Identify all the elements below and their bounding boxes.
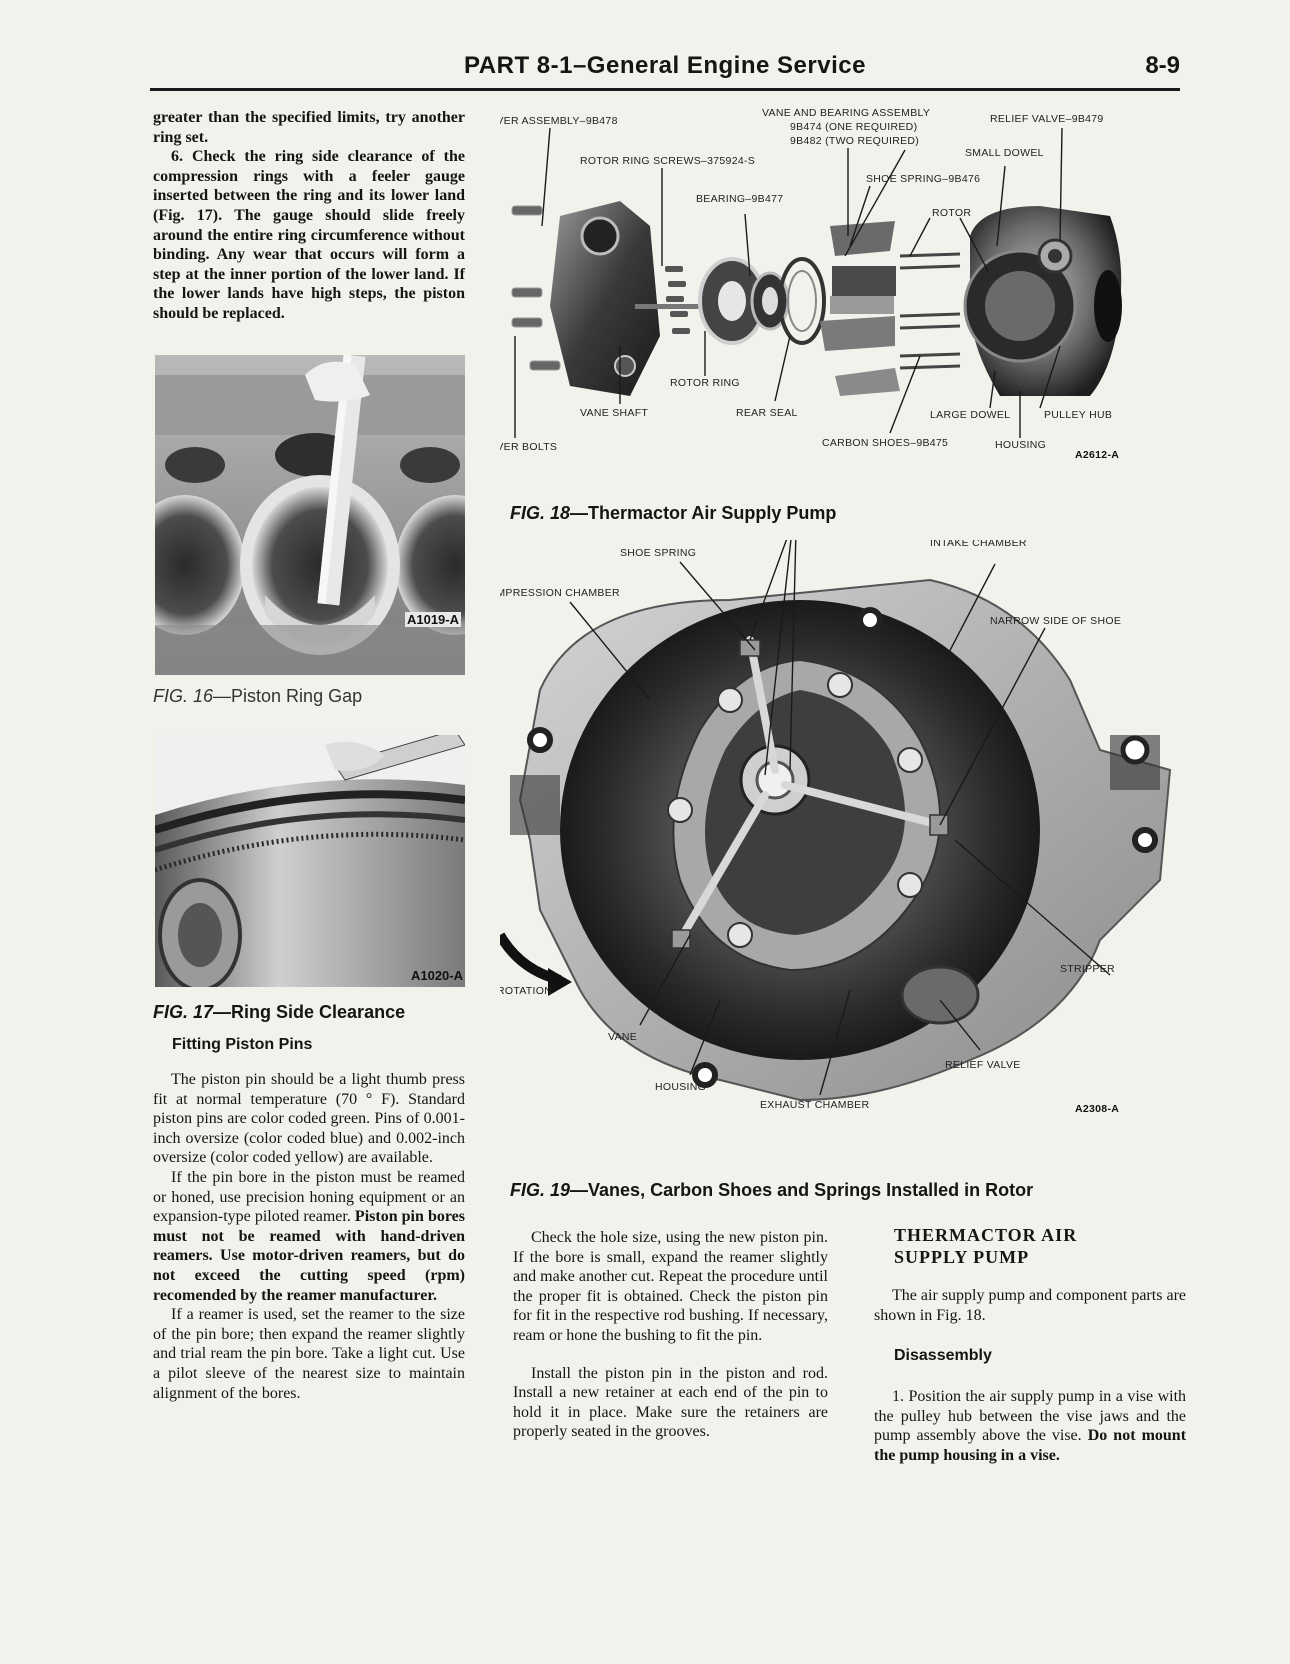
label-shoe-spring: SHOE SPRING <box>620 547 697 559</box>
fig19-caption <box>510 1180 1033 1201</box>
label-narrow-side: NARROW SIDE OF SHOE <box>990 615 1122 627</box>
step-number: 6. <box>171 148 183 166</box>
right-column <box>874 1224 1186 1466</box>
fig16-photo <box>155 355 465 675</box>
fig18-caption <box>510 503 836 524</box>
fig17-photo <box>155 735 465 987</box>
rotor-cross-section <box>500 540 1190 1165</box>
air-supply-pump-exploded-view <box>500 106 1190 494</box>
fig-title: —Vanes, Carbon Shoes and Springs Installed in Rotor <box>570 1180 1034 1200</box>
label-rear-seal: REAR SEAL <box>736 407 798 419</box>
fig17-caption <box>153 1002 405 1023</box>
step-number: 1. <box>892 1388 904 1406</box>
label-rotor: ROTOR <box>932 207 972 219</box>
page-title: PART 8-1–General Engine Service <box>464 52 866 79</box>
fig18-diagram <box>500 106 1190 494</box>
right-column-text <box>874 1286 1186 1325</box>
fig-number: FIG. 17 <box>153 1002 214 1022</box>
label-stripper: STRIPPER <box>1060 963 1115 975</box>
subhead-disassembly: Disassembly <box>894 1347 992 1365</box>
fig-number: FIG. 18 <box>510 503 571 523</box>
paragraph <box>153 1168 465 1305</box>
page-header <box>150 50 1180 91</box>
label-compression-chamber: MPRESSION CHAMBER <box>500 587 620 599</box>
label-intake-chamber: INTAKE CHAMBER <box>930 540 1027 549</box>
label-bearing: BEARING–9B477 <box>696 193 784 205</box>
label-relief-valve: RELIEF VALVE–9B479 <box>990 113 1104 125</box>
label-vane-bearing-3: 9B482 (TWO REQUIRED) <box>790 135 920 147</box>
piston-ring-gap-illustration <box>155 355 465 675</box>
paragraph: Install the piston pin in the piston and rod. Install a new retainer at each end of the pin to hold it in place. Make sure the retainers are properly seated in the grooves. <box>513 1364 828 1441</box>
carbon-shoes-shape <box>820 221 900 396</box>
fig16-caption <box>153 686 362 707</box>
fig17-code: A1020-A <box>410 968 463 983</box>
fig-title: —Ring Side Clearance <box>213 1002 406 1022</box>
mid-column <box>513 1228 828 1442</box>
section-heading: THERMACTOR AIR SUPPLY PUMP <box>894 1225 1078 1267</box>
fig-title: —Piston Ring Gap <box>213 686 363 706</box>
fig19-code: A2308-A <box>1075 1103 1120 1115</box>
paragraph: The air supply pump and component parts are shown in Fig. 18. <box>874 1287 1186 1324</box>
fig19-diagram <box>500 540 1190 1165</box>
label-rotation: ROTATION <box>500 985 553 997</box>
fig-number: FIG. 19 <box>510 1180 571 1200</box>
label-relief-valve: RELIEF VALVE <box>945 1059 1021 1071</box>
subhead-fitting-piston-pins: Fitting Piston Pins <box>172 1036 313 1053</box>
right-column-step <box>874 1387 1186 1465</box>
fig16-code: A1019-A <box>406 612 459 627</box>
label-housing: HOUSING <box>655 1081 707 1093</box>
label-rotor-ring: ROTOR RING <box>670 377 740 389</box>
label-cover-bolts: ER BOLTS <box>503 441 558 453</box>
paragraph-step-1 <box>874 1387 1186 1465</box>
label-vane-bearing-1: VANE AND BEARING ASSEMBLY <box>762 107 931 119</box>
label-housing: HOUSING <box>995 439 1047 451</box>
step-text: Position the air supply pump in a vise with the pulley hub between the vise jaws and the pump assembly above the vise. <box>874 1388 1187 1445</box>
fig18-code: A2612-A <box>1075 449 1120 461</box>
fig-number: FIG. 16 <box>153 686 214 706</box>
paragraph-text: If the pin bore in the piston must be reamed or honed, use precision honing equipment or an expansion-type piloted reamer. <box>153 1168 465 1226</box>
fig-title: —Thermactor Air Supply Pump <box>570 503 837 523</box>
paragraph-step-6 <box>153 147 465 323</box>
label-cover-assembly: ER ASSEMBLY–9B478 <box>503 115 618 127</box>
label-pulley-hub: PULLEY HUB <box>1044 409 1113 421</box>
page-number: 8-9 <box>1145 52 1180 79</box>
paragraph: If a reamer is used, set the reamer to the size of the pin bore; then expand the reamer slightly and trial ream the pin bore. Take a light cut. Use a pilot sleeve of the nearest size to maintain alignment of the bores. <box>153 1306 465 1402</box>
label-vane-shaft: VANE SHAFT <box>580 407 649 419</box>
pulley-hub-shape <box>1094 270 1122 342</box>
ring-side-clearance-illustration <box>155 735 465 987</box>
warning-text: Piston pin bores must not be reamed with hand-driven reamers. Use motor-driven reamers, but do not exceed the cutting speed (rpm) recomended by the reamer manufacturer. <box>153 1208 466 1304</box>
label-rotor-ring-screws: ROTOR RING SCREWS–375924-S <box>580 155 756 167</box>
label-large-dowel: LARGE DOWEL <box>930 409 1011 421</box>
label-carbon-shoes: CARBON SHOES–9B475 <box>822 437 949 449</box>
warning-text: Do not mount the pump housing in a vise. <box>874 1427 1187 1464</box>
left-column-bottom <box>153 1070 465 1403</box>
left-column-top <box>153 108 465 324</box>
paragraph: greater than the specified limits, try another ring set. <box>153 109 465 146</box>
label-exhaust-chamber: EXHAUST CHAMBER <box>760 1099 870 1111</box>
label-vane: VANE <box>608 1031 638 1043</box>
label-shoe-spring: SHOE SPRING–9B476 <box>866 173 981 185</box>
step-text: Check the ring side clearance of the compression rings with a feeler gauge inserted between the ring and its lower land (Fig. 17). The gauge should slide freely around the entire ring circumference without binding. Any wear that occurs will form a step at the inner portion of the lower land. <box>153 148 466 283</box>
paragraph: The piston pin should be a light thumb press fit at normal temperature (70 ° F). Standard piston pins are color coded green. Pins of 0.001-inch oversize (color coded blue) and 0.002-inch oversize (color coded yellow) are available. <box>153 1071 465 1167</box>
warning-text: If the lower lands have high steps, the piston should be replaced. <box>153 265 465 322</box>
label-vane-bearing-2: 9B474 (ONE REQUIRED) <box>790 121 918 133</box>
paragraph: Check the hole size, using the new piston pin. If the bore is small, expand the reamer slightly and make another cut. Repeat the procedure until the proper fit is obtained. Check the piston pin for fit in the respective rod bushing. If necessary, ream or hone the bushing to fit the pin. <box>513 1229 828 1344</box>
label-small-dowel: SMALL DOWEL <box>965 147 1044 159</box>
